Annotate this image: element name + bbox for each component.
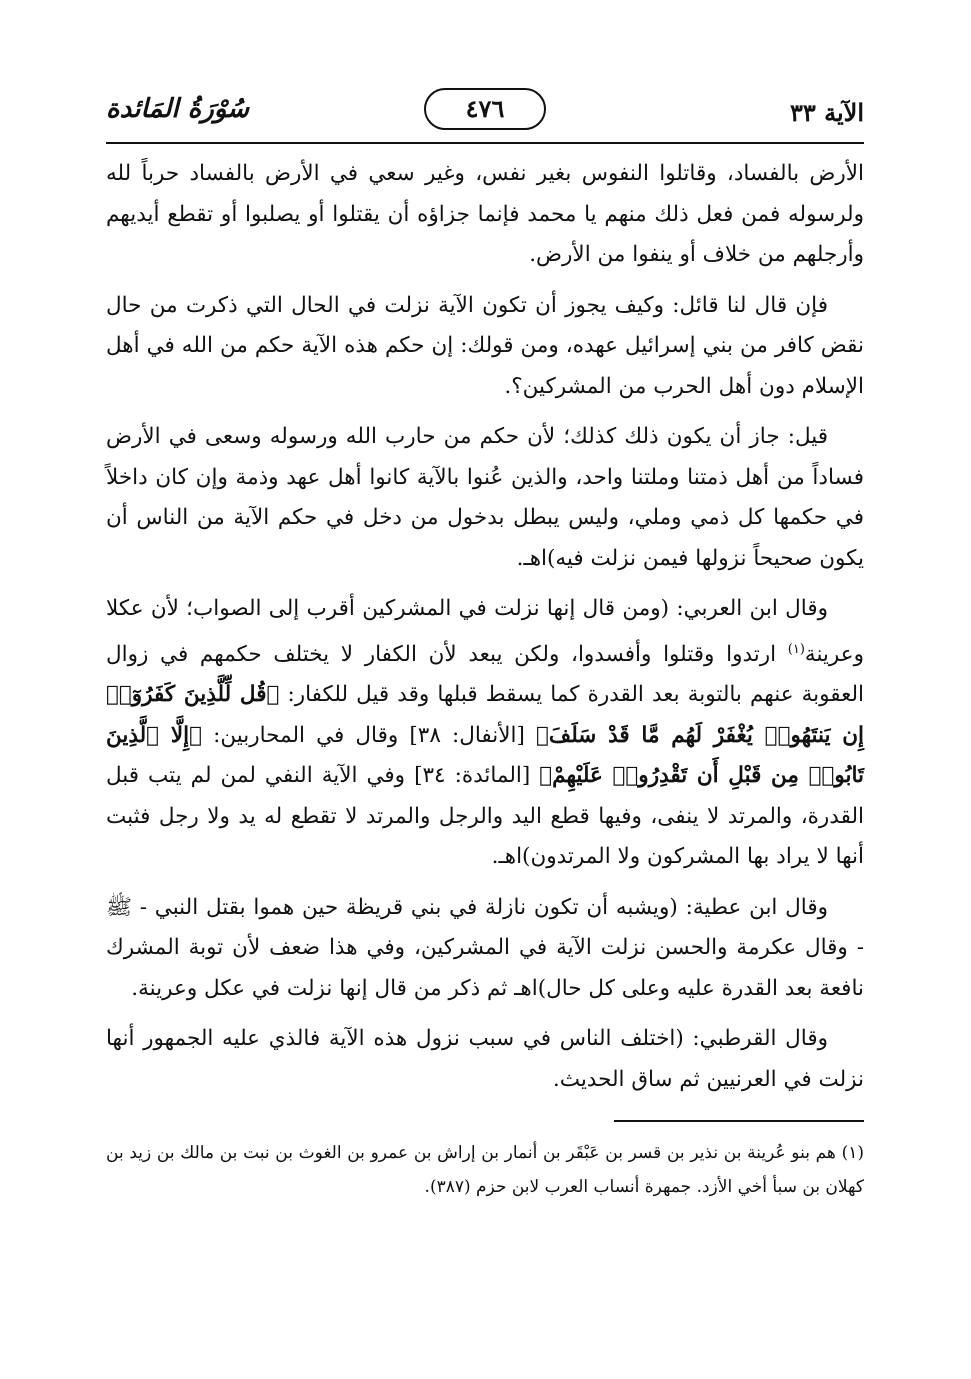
paragraph-1: الأرض بالفساد، وقاتلوا النفوس بغير نفس، وغير سعي في الأرض بالفساد حرباً لله ولرسوله فمن فعل ذلك منهم يا محمد فإنما جزاؤه أن يقتلوا أو يصلبوا أو تقطع أيديهم وأرجلهم من خلاف أو ينفوا من الأرض. — [106, 161, 864, 267]
quran-verse-maidah: ﴿إِلَّا ٱلَّذِينَ تَابُوا۟ مِن قَبْلِ أَن تَقْدِرُوا۟ عَلَيْهِمْ﴾ — [106, 722, 864, 789]
book-page — [106, 84, 864, 1344]
surah-title: سُوْرَةُ المَائدة — [106, 94, 250, 124]
footnote-marker: (١) — [787, 641, 805, 657]
page-number: ٤٧٦ — [424, 88, 546, 130]
paragraph-ibn-atiyya: وقال ابن عطية: (ويشبه أن تكون نازلة في بني قريظة حين هموا بقتل النبي - ﷺ - وقال عكرمة والحسن نزلت الآية في المشركين، وفي هذا ضعف لأن توبة المشرك نافعة بعد القدرة عليه وعلى كل حال)اهـ ثم ذكر من قال إنها نزلت في عكل وعرينة. — [106, 894, 864, 1001]
quran-verse-anfal: ﴿قُل لِّلَّذِينَ كَفَرُوٓا۟ إِن يَنتَهُوا۟ يُغْفَرْ لَهُم مَّا قَدْ سَلَفَ﴾ — [106, 682, 864, 748]
ayah-reference: الآية ٣٣ — [789, 98, 864, 127]
paragraph-qurtubi: وقال القرطبي: (اختلف الناس في سبب نزول هذه الآية فالذي عليه الجمهور أنها نزلت في العرنيين ثم ساق الحديث. — [106, 1026, 864, 1092]
ibn-arabi-text-2: ارتدوا وقتلوا وأفسدوا، ولكن يبعد لأن الكفار لا يختلف حكمهم في زوال العقوبة عنهم بالتوبة بعد القدرة كما يسقط قبلها وقد قيل للكفار: — [106, 641, 864, 708]
footnote: (١) هم بنو عُرينة بن نذير بن قسر بن عَبْقَر بن أنمار بن إراش بن عمرو بن الغوث بن نبت بن مالك بن زيد بن كهلان بن سبأ أخي الأزد. جمهرة أنساب العرب لابن حزم (٣٨٧). — [106, 1143, 864, 1198]
main-text — [106, 154, 864, 1100]
paragraph-2: فإن قال لنا قائل: وكيف يجوز أن تكون الآية نزلت في الحال التي ذكرت من حال نقض كافر من بني إسرائيل عهده، ومن قولك: إن حكم هذه الآية حكم من الله في أهل الإسلام دون أهل الحرب من المشركين؟. — [106, 292, 864, 399]
paragraph-ibn-arabi — [106, 589, 864, 878]
page-header — [106, 84, 864, 144]
ibn-arabi-text-4: [المائدة: ٣٤] وفي الآية النفي لمن لم يتب قبل القدرة، والمرتد لا ينفى، وفيها قطع اليد والرجل والمرتد لا تقطع له يد ولا رجل فثبت أنها لا يراد بها المشركون ولا المرتدون)اهـ. — [106, 763, 864, 870]
footnote-divider — [614, 1120, 864, 1122]
ibn-arabi-text-1: وقال ابن العربي: (ومن قال إنها نزلت في المشركين أقرب إلى الصواب؛ لأن عكلا وعرينة — [106, 596, 864, 667]
ibn-arabi-text-3: [الأنفال: ٣٨] وقال في المحاربين: — [202, 722, 537, 748]
paragraph-3: قيل: جاز أن يكون ذلك كذلك؛ لأن حكم من حارب الله ورسوله وسعى في الأرض فساداً من أهل ذمتنا وملتنا واحد، والذين عُنوا بالآية كانوا أهل عهد وذمة وإن كان داخلاً في حكمها كل ذمي وملي، وليس يبطل بدخول من دخل في حكم الآية من الناس أن يكون صحيحاً نزولها فيمن نزلت فيه)اهـ. — [106, 424, 864, 571]
